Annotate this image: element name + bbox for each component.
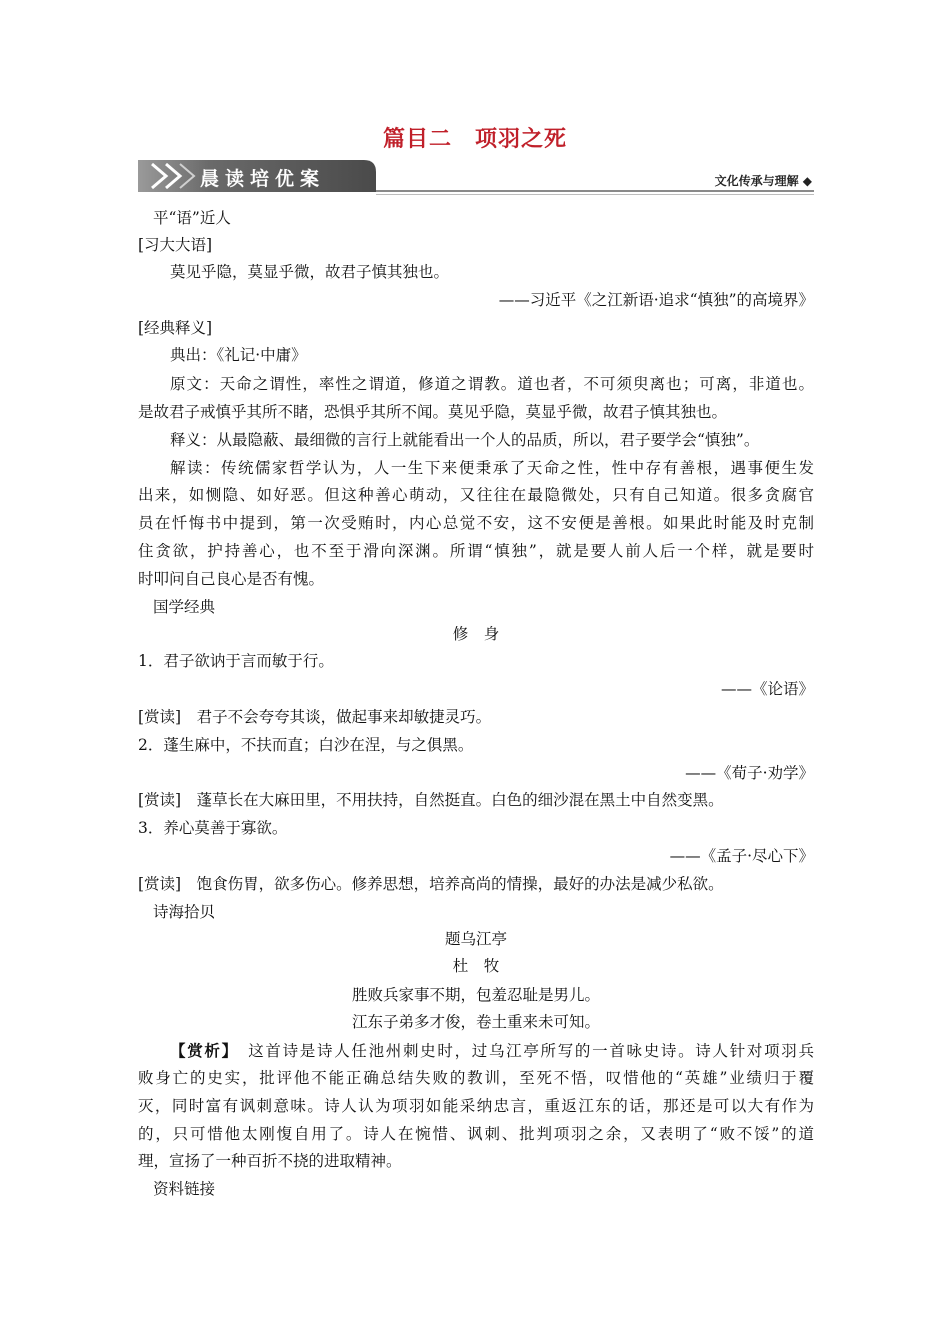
banner-rule-thin bbox=[376, 194, 814, 195]
subsection-label: [习大大语] bbox=[138, 236, 213, 254]
poem-author: 杜 牧 bbox=[452, 957, 500, 975]
item-note: [赏读] 蓬草长在大麻田里，不用扶持，自然挺直。白色的细沙混在黑土中自然变黑。 bbox=[138, 791, 724, 809]
paragraph-line: 释义：从最隐蔽、最细微的言行上就能看出一个人的品质，所以，君子要学会“慎独”。 bbox=[170, 431, 760, 449]
analysis-line: 败身亡的史实，批评他不能正确总结失败的教训，至死不悟，叹惜他的“英雄”业绩归于覆 bbox=[138, 1069, 814, 1087]
banner-label: 晨读培优案 bbox=[200, 168, 326, 190]
quote-source: ——习近平《之江新语·追求“慎独”的高境界》 bbox=[498, 291, 814, 309]
analysis-line: 的，只可惜他太刚愎自用了。诗人在惋惜、讽刺、批判项羽之余，又表明了“败不馁”的道 bbox=[138, 1125, 814, 1143]
item-note: [赏读] 君子不会夸夸其谈，做起事来却敏捷灵巧。 bbox=[138, 708, 492, 726]
poem-title: 题乌江亭 bbox=[444, 930, 507, 948]
paragraph-line: 原文：天命之谓性，率性之谓道，修道之谓教。道也者，不可须臾离也；可离，非道也。 bbox=[170, 375, 814, 393]
item-source: ——《孟子·尽心下》 bbox=[669, 847, 814, 865]
analysis-line: 理，宣扬了一种百折不挠的进取精神。 bbox=[138, 1152, 402, 1170]
poem-line: 江东子弟多才俊，卷土重来未可知。 bbox=[351, 1013, 600, 1031]
page-title: 篇目二 项羽之死 bbox=[382, 127, 567, 152]
list-item: 1．君子欲讷于言而敏于行。 bbox=[138, 652, 334, 670]
list-item: 3．养心莫善于寡欲。 bbox=[138, 819, 288, 837]
item-source: ——《荀子·劝学》 bbox=[685, 764, 814, 782]
paragraph-line: 出来，如恻隐、如好恶。但这种善心萌动，又往往在最隐微处，只有自己知道。很多贪腐官 bbox=[138, 486, 814, 504]
paragraph-line: 解读：传统儒家哲学认为，人一生下来便秉承了天命之性，性中存有善根，遇事便生发 bbox=[170, 459, 814, 477]
paragraph-line: 是故君子戒慎乎其所不睹，恐惧乎其所不闻。莫见乎隐，莫显乎微，故君子慎其独也。 bbox=[138, 403, 728, 421]
paragraph-line: 员在忏悔书中提到，第一次受贿时，内心总觉不安，这不安便是善根。如果此时能及时克制 bbox=[138, 514, 814, 532]
list-item: 2．蓬生麻中，不扶而直；白沙在涅，与之俱黑。 bbox=[138, 736, 474, 754]
analysis-line: 【赏析】 这首诗是诗人任池州刺史时，过乌江亭所写的一首咏史诗。诗人针对项羽兵 bbox=[170, 1041, 814, 1060]
section-subtitle: 修 身 bbox=[452, 625, 500, 643]
banner-right-label: 文化传承与理解 ◆ bbox=[714, 174, 812, 188]
item-source: ——《论语》 bbox=[720, 680, 814, 698]
section-heading: 国学经典 bbox=[153, 598, 216, 616]
analysis-label: 【赏析】 bbox=[170, 1041, 232, 1060]
section-heading: 诗海拾贝 bbox=[153, 903, 216, 921]
paragraph-line: 时叩问自己良心是否有愧。 bbox=[138, 570, 325, 588]
section-heading: 资料链接 bbox=[153, 1180, 216, 1198]
poem-line: 胜败兵家事不期，包羞忍耻是男儿。 bbox=[351, 986, 600, 1004]
paragraph-line: 住贪欲，护持善心，也不至于滑向深渊。所谓“慎独”，就是要人前人后一个样，就是要时 bbox=[138, 542, 814, 560]
item-note: [赏读] 饱食伤胃，欲多伤心。修养思想，培养高尚的情操，最好的办法是减少私欲。 bbox=[138, 875, 724, 893]
section-banner bbox=[138, 160, 814, 196]
banner-rule bbox=[376, 190, 814, 192]
analysis-line: 灭，同时富有讽刺意味。诗人认为项羽如能采纳忠言，重返江东的话，那还是可以大有作为 bbox=[138, 1097, 814, 1115]
origin-text: 典出：《礼记·中庸》 bbox=[170, 346, 307, 364]
diamond-icon: ◆ bbox=[802, 174, 812, 188]
quote-text: 莫见乎隐，莫显乎微，故君子慎其独也。 bbox=[170, 263, 450, 281]
subsection-label: [经典释义] bbox=[138, 319, 213, 337]
section-heading: 平“语”近人 bbox=[153, 209, 231, 227]
